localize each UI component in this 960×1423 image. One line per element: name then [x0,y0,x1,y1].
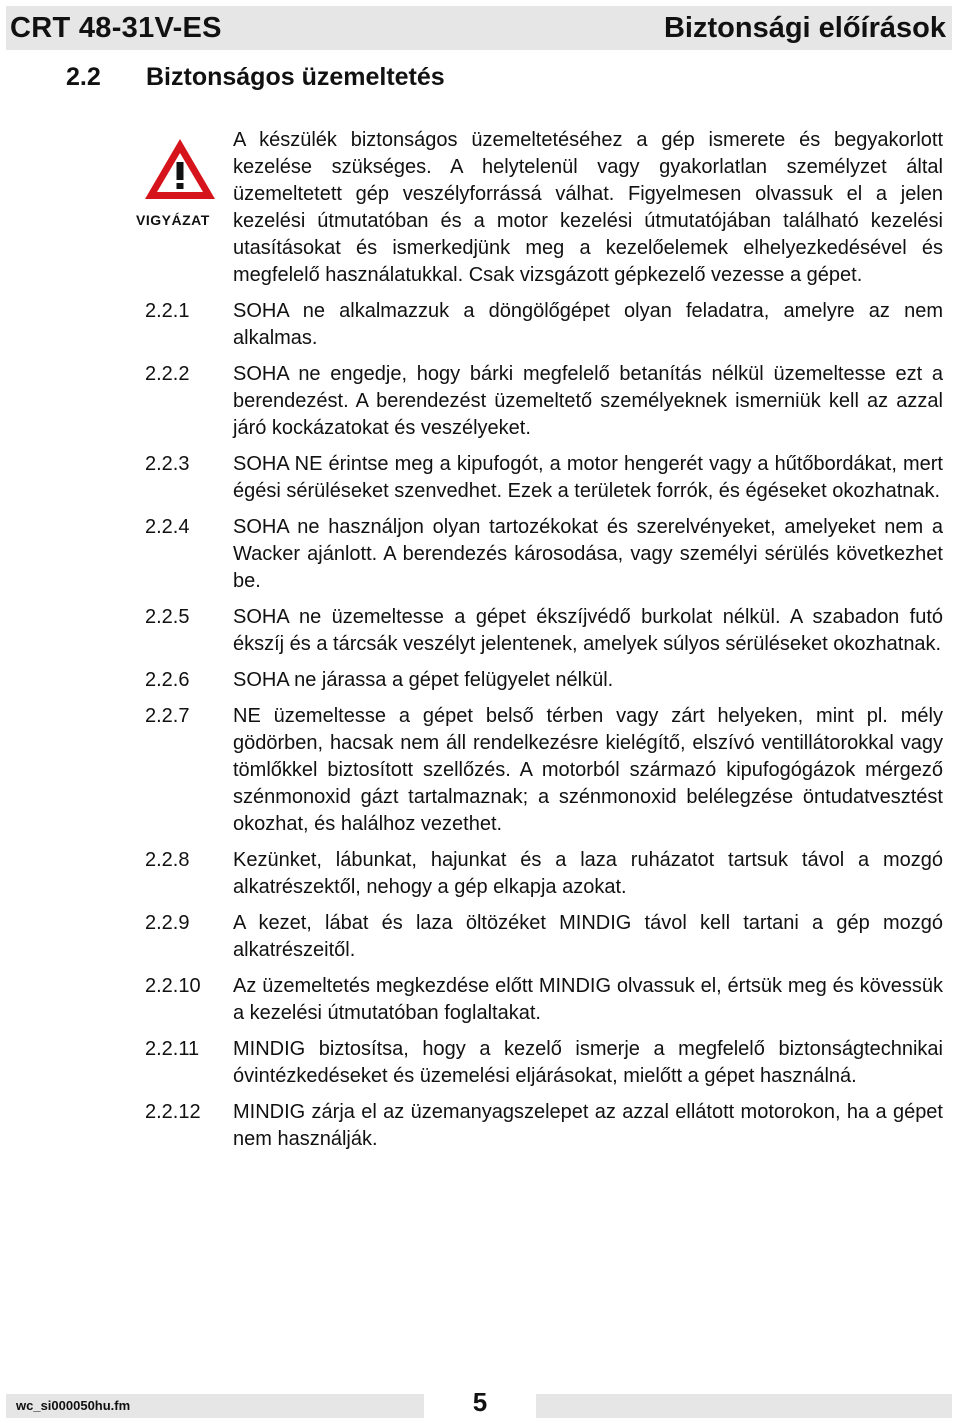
document-code: CRT 48-31V-ES [10,12,222,44]
intro-paragraph: A készülék biztonságos üzemeltetéséhez a gép ismerete és begyakorlott kezelése szükséges. A helytelenül vagy gyakorlatlan személyzet által üzemeltetett gép veszélyforrássá válhat. Figyelmesen olvassuk el a jelen kezelési útmutatóban és a motor kezelési útmutatójában található kezelési utasításokat és ismerkedjünk meg a kezelőelemek elhelyezkedésével és megfelelő használatukkal. Csak vizsgázott gépkezelő vezesse a gépet. [233,129,943,286]
warning-label: VIGYÁZAT [136,212,210,228]
safety-rule-item [145,604,943,658]
safety-rule-number: 2.2.4 [145,516,190,538]
safety-rule-text: SOHA NE érintse meg a kipufogót, a motor hengerét vagy a hűtőbordákat, mert égési sérüléseket szenvedhet. Ezek a területek forrók, és égéseket okozhatnak. [233,453,943,502]
safety-rule-number: 2.2.12 [145,1101,201,1123]
safety-rule-item [145,1036,943,1090]
footer-left-bar [6,1394,424,1418]
safety-rule-text: SOHA ne alkalmazzuk a döngölőgépet olyan feladatra, amelyre az nem alkalmas. [233,300,943,349]
safety-rule-item [145,847,943,901]
safety-rule-item [145,973,943,1027]
safety-rule-item [145,703,943,838]
safety-rule-item [145,910,943,964]
safety-rules-list [145,298,943,1153]
section-title-text: Biztonságos üzemeltetés [146,63,445,91]
safety-rule-number: 2.2.6 [145,669,190,691]
safety-rule-number: 2.2.5 [145,606,190,628]
document-category: Biztonsági előírások [663,12,946,44]
safety-rule-item [145,361,943,442]
safety-rule-text: Az üzemeltetés megkezdése előtt MINDIG olvassuk el, értsük meg és kövessük a kezelési útmutatóban foglaltakat. [233,975,943,1024]
footer-right-bar [536,1394,952,1418]
safety-rule-number: 2.2.7 [145,705,190,727]
safety-rule-text: MINDIG biztosítsa, hogy a kezelő ismerje a megfelelő biztonságtechnikai óvintézkedéseket és üzemelési eljárásokat, mielőtt a gépet használná. [233,1038,943,1087]
safety-rule-item [145,514,943,595]
footer-file-name: wc_si000050hu.fm [16,1398,131,1413]
safety-rule-text: Kezünket, lábunkat, hajunkat és a laza ruházatot tartsuk távol a mozgó alkatrészektől, nehogy a gép elkapja azokat. [233,849,943,898]
safety-rule-text: MINDIG zárja el az üzemanyagszelepet az azzal ellátott motorokon, ha a gépet nem használják. [233,1101,943,1150]
safety-rule-item [145,298,943,352]
page-number: 5 [472,1387,488,1417]
safety-rule-number: 2.2.2 [145,363,190,385]
safety-rule-number: 2.2.9 [145,912,190,934]
section-number: 2.2 [66,63,101,91]
section-title [66,60,445,94]
safety-rule-number: 2.2.1 [145,300,190,322]
safety-rule-text: SOHA ne járassa a gépet felügyelet nélkül. [233,669,614,691]
safety-rule-text: SOHA ne használjon olyan tartozékokat és szerelvényeket, amelyeket nem a Wacker ajánlott. A berendezés károsodása, vagy személyi sérülés következhet be. [233,516,943,592]
safety-rule-number: 2.2.11 [145,1038,200,1060]
safety-rule-text: SOHA ne engedje, hogy bárki megfelelő betanítás nélkül üzemeltesse ezt a berendezést. A berendezést üzemeltető személyeknek ismerniük kell az azzal járó kockázatokat és veszélyeket. [233,363,943,439]
safety-rule-item [145,1099,943,1153]
safety-rule-text: A kezet, lábat és laza öltözéket MINDIG távol kell tartani a gép mozgó alkatrészeitől. [233,912,943,961]
safety-rule-text: SOHA ne üzemeltesse a gépet ékszíjvédő burkolat nélkül. A szabadon futó ékszíj és a tárcsák veszélyt jelentenek, amelyek súlyos sérüléseket okozhatnak. [233,606,943,655]
safety-rule-text: NE üzemeltesse a gépet belső térben vagy zárt helyeken, mint pl. mély gödörben, hacsak nem áll rendelkezésre kielégítő, elszívó ventillátorokkal vagy tömlőkkel biztosított szellőzés. A motorból származó kipufogógázok mérgező szénmonoxid gázt tartalmaznak; a szénmonoxid belélegzése öntudatvesztést okozhat, és halálhoz vezethet. [233,705,943,835]
safety-rule-item [145,451,943,505]
safety-rule-item [145,667,943,694]
safety-rule-number: 2.2.8 [145,849,190,871]
safety-rule-number: 2.2.10 [145,975,201,997]
content [145,127,943,1162]
safety-rule-number: 2.2.3 [145,453,190,475]
